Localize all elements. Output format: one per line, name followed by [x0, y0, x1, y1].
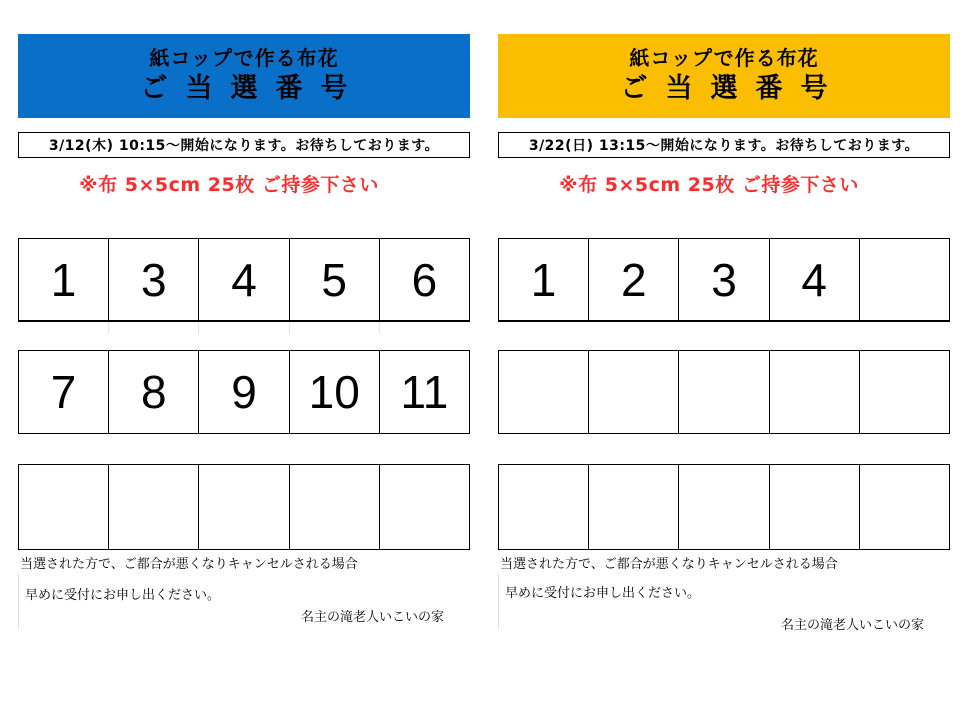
number-cell: 8	[109, 351, 199, 433]
right-footer-line-1: 当選された方で、ご都合が悪くなりキャンセルされる場合	[500, 557, 838, 572]
number-cell: 3	[109, 239, 199, 320]
left-subtitle: ご当選番号	[140, 73, 366, 104]
number-cell: 11	[400, 366, 449, 418]
right-subtitle: ご当選番号	[620, 73, 846, 104]
number-cell	[770, 351, 860, 433]
right-number-row-1	[498, 238, 950, 322]
number-cell	[860, 465, 949, 549]
number-cell	[679, 465, 769, 549]
left-number-row-2	[18, 350, 470, 434]
left-footer-box	[18, 574, 470, 630]
number-cell: 6	[411, 253, 438, 306]
left-footer-line-2: 早めに受付にお申し出ください。	[25, 588, 221, 603]
right-bring-note: ※布 5×5cm 25枚 ご持参下さい	[559, 174, 859, 196]
left-header	[18, 34, 470, 118]
number-cell	[19, 465, 109, 549]
left-notice: 3/12(木) 10:15～開始になります。お待ちしております。	[18, 132, 470, 158]
number-cell: 7	[19, 351, 109, 433]
left-bring-note: ※布 5×5cm 25枚 ご持参下さい	[79, 174, 379, 196]
left-organization: 名主の滝老人いこいの家	[300, 610, 444, 625]
right-title: 紙コップで作る布花	[629, 46, 819, 70]
right-notice: 3/22(日) 13:15～開始になります。お待ちしております。	[498, 132, 950, 158]
number-cell	[589, 351, 679, 433]
right-footer-line-2: 早めに受付にお申し出ください。	[505, 586, 701, 601]
number-cell: 9	[199, 351, 289, 433]
right-number-row-3	[498, 464, 950, 550]
right-footer-box	[498, 574, 950, 633]
number-cell	[109, 465, 199, 549]
left-footer-line-1: 当選された方で、ご都合が悪くなりキャンセルされる場合	[20, 557, 358, 572]
right-header	[498, 34, 950, 118]
number-cell	[499, 465, 589, 549]
number-cell	[860, 239, 949, 320]
number-cell: 1	[19, 239, 109, 320]
right-panel	[498, 34, 950, 633]
left-panel	[18, 34, 470, 625]
number-cell: 10	[290, 351, 380, 433]
number-cell	[290, 465, 380, 549]
left-gridline-remnant	[18, 322, 470, 334]
right-organization: 名主の滝老人いこいの家	[780, 618, 924, 633]
left-number-row-3	[18, 464, 470, 550]
number-cell	[199, 465, 289, 549]
number-cell: 1	[499, 239, 589, 320]
number-cell: 4	[199, 239, 289, 320]
number-cell: 2	[589, 239, 679, 320]
number-cell	[380, 465, 469, 549]
number-cell	[499, 351, 589, 433]
number-cell	[679, 351, 769, 433]
number-cell: 5	[290, 239, 380, 320]
number-cell: 4	[770, 239, 860, 320]
right-number-row-2	[498, 350, 950, 434]
number-cell	[589, 465, 679, 549]
number-cell	[860, 351, 949, 433]
left-title: 紙コップで作る布花	[149, 46, 339, 70]
number-cell: 3	[679, 239, 769, 320]
number-cell	[770, 465, 860, 549]
left-number-row-1	[18, 238, 470, 322]
